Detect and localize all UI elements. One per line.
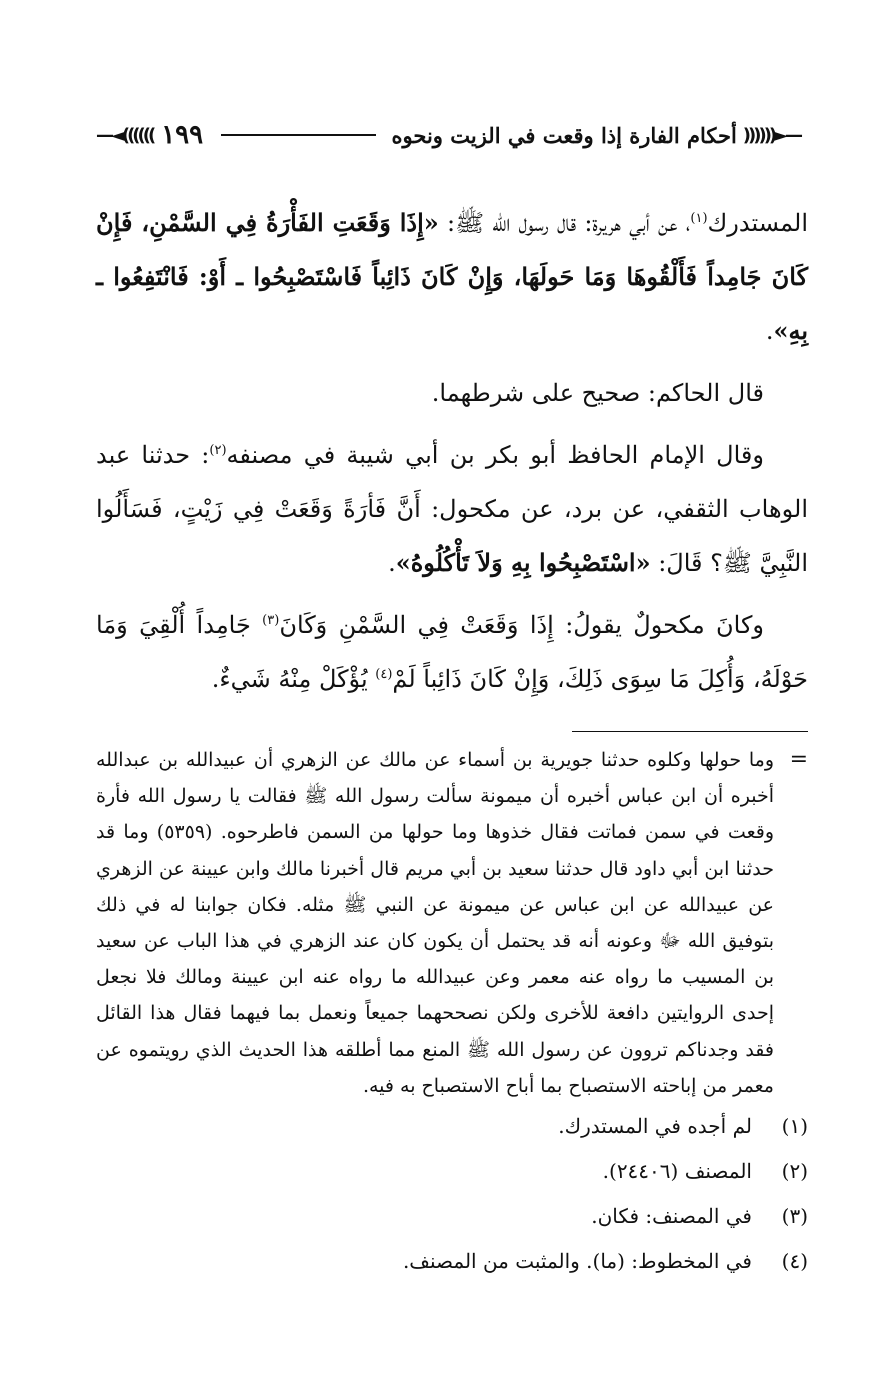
- paragraph-2: قال الحاكم: صحيح على شرطهما.: [431, 379, 764, 407]
- footnote-number: (٣): [781, 1204, 808, 1229]
- footnote-3: [96, 1194, 808, 1239]
- header-ornament-right: ))))))►—: [742, 124, 800, 146]
- p4-text-c: يُؤْكَلْ مِنْهُ شَيءٌ.: [211, 665, 376, 693]
- continuation-text: وما حولها وكلوه حدثنا جويرية بن أسماء عن مالك عن الزهري أن عبيدالله بن عبدالله أخبره أن ابن عباس أخبره أن ميمونة سألت رسول الله ﷺ فقالت يا رسول الله فأرة وقعت في سمن فماتت فقال خذوها وما حولها من السمن فاطرحوه. (٥٣٥٩) وما قد حدثنا ابن أبي داود قال حدثنا سعيد بن أبي مريم قال أخبرنا مالك وابن عيينة عن الزهري عن عبيدالله عن ابن عباس عن ميمونة عن النبي ﷺ مثله. فكان جوابنا له في ذلك بتوفيق الله ﷻ وعونه أنه قد يحتمل أن يكون كان عند الزهري في هذا الباب عن سعيد بن المسيب ما رواه عنه معمر وعن عبيدالله ما رواه عنه ابن عيينة ومالك فلا نجعل إحدى الروايتين دافعة للأخرى ولكن نصححهما جميعاً ونعمل بما فيهما فقال هذا القائل فقد وجدناكم تروون عن رسول الله ﷺ المنع مما أطلقه هذا الحديث الذي رويتموه عن معمر من إباحته الاستصباح بما أباح الاستصباح به فيه.: [96, 749, 774, 1097]
- page-header: [96, 112, 800, 158]
- footnote-ref-3: (٣): [262, 613, 280, 628]
- p1-text-a: المستدرك: [707, 209, 808, 237]
- footnote-ref-1: (١): [690, 211, 708, 226]
- p4-text-b: جَامِداً أُلْقِيَ وَمَا حَوْلَهُ، وَأُكِلَ مَا سِوَى ذَلِكَ، وَإِنْ كَانَ ذَائِباً لَمْ: [96, 611, 808, 693]
- footnote-2: [96, 1149, 808, 1194]
- p3-text-a: وقال الإمام الحافظ أبو بكر بن أبي شيبة في مصنفه: [226, 441, 764, 469]
- footnote-text: المصنف (٢٤٤٠٦).: [602, 1159, 752, 1184]
- paragraph-1: [96, 196, 808, 358]
- p1-text-b: ، عن أبي هريرة: قال رسول الله ﷺ:: [438, 209, 691, 237]
- footnote-text: لم أجده في المستدرك.: [558, 1114, 752, 1139]
- footnote-4: [96, 1239, 808, 1284]
- footnote-text: في المخطوط: (ما). والمثبت من المصنف.: [402, 1249, 752, 1274]
- continuation-marker: =: [789, 747, 808, 772]
- main-text: [96, 196, 808, 714]
- header-rule: [221, 134, 375, 136]
- p4-text-a: وكانَ مكحولٌ يقولُ: إِذَا وَقَعَتْ فِي السَّمْنِ وَكَانَ: [279, 611, 764, 639]
- p1-end: .: [765, 317, 774, 345]
- header-ornament-left: —◄((((((: [96, 124, 154, 146]
- paragraph-4: [96, 598, 808, 706]
- footnotes: [96, 742, 808, 1284]
- footnote-ref-2: (٢): [209, 443, 227, 458]
- footnote-1: [96, 1104, 808, 1149]
- p1-hadith: «إِذَا وَقَعَتِ الفَأْرَةُ فِي السَّمْنِ، فَإِنْ كَانَ جَامِداً فَأَلْقُوهَا وَمَا حَولَهَا، وَإِنْ كَانَ ذَائِباً فَاسْتَصْبِحُوا ـ أَوْ: فَانْتَفِعُوا ـ بِهِ»: [96, 208, 808, 345]
- footnote-continuation: [96, 742, 808, 1104]
- p3-hadith: «اسْتَصْبِحُوا بِهِ وَلاَ تَأْكُلُوهُ»: [395, 548, 651, 577]
- footnote-separator: [572, 731, 808, 732]
- footnote-ref-4: (٤): [375, 667, 393, 682]
- footnote-text: في المصنف: فكان.: [591, 1204, 752, 1229]
- footnote-number: (٢): [781, 1159, 808, 1184]
- running-title: أحكام الفارة إذا وقعت في الزيت ونحوه: [391, 122, 737, 148]
- footnote-number: (١): [781, 1114, 808, 1139]
- page-number: ١٩٩: [161, 120, 204, 150]
- p3-text-b: : حدثنا عبد الوهاب الثقفي، عن برد، عن مكحول: أَنَّ فَأرَةً وَقَعَتْ فِي زَيْتٍ، فَسَأَلُوا النَّبِيَّ ﷺ؟ قَالَ:: [96, 441, 808, 577]
- p3-end: .: [388, 549, 396, 577]
- paragraph-3: [96, 428, 808, 590]
- footnote-number: (٤): [781, 1249, 808, 1274]
